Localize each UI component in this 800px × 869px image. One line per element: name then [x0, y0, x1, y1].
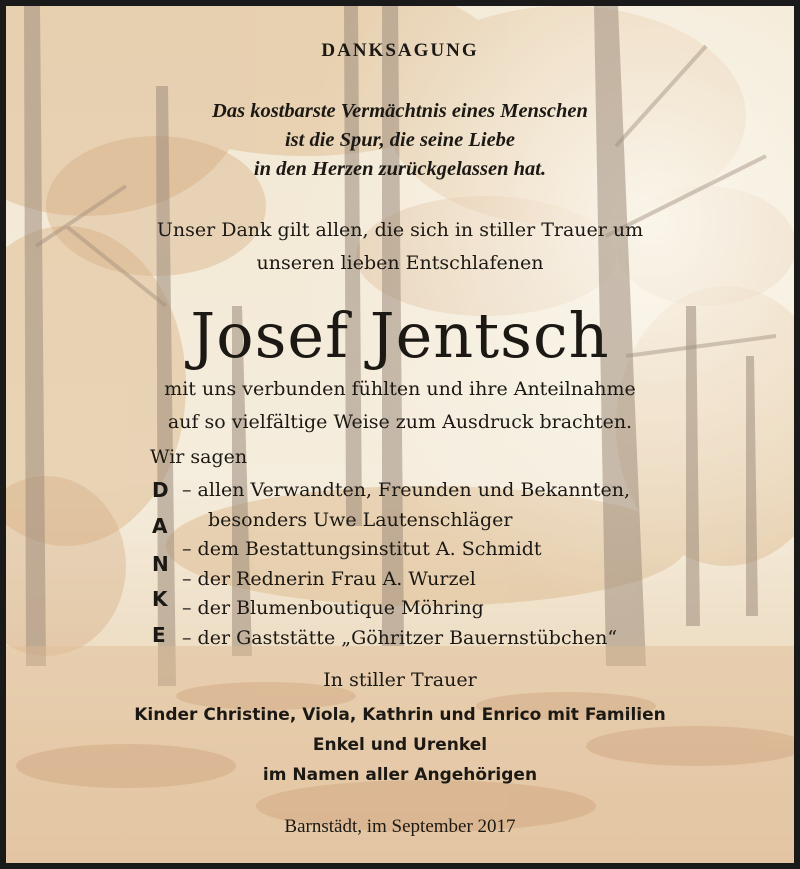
after-name-text: [6, 373, 794, 439]
thanks-item: – der Gaststätte „Göhritzer Bauernstübchen“: [182, 626, 618, 649]
motto-line: ist die Spur, die seine Liebe: [284, 129, 516, 151]
thanks-item: – der Blumenboutique Möhring: [182, 597, 484, 619]
thanks-item: – allen Verwandten, Freunden und Bekannten,: [182, 479, 631, 501]
notice-title: DANKSAGUNG: [321, 40, 479, 61]
family-line: im Namen aller Angehörigen: [262, 765, 538, 785]
thanks-list: [182, 476, 630, 653]
danke-letter: N: [152, 552, 169, 576]
motto-quote: [6, 97, 794, 184]
family-line: Enkel und Urenkel: [312, 735, 488, 755]
motto-line: in den Herzen zurückgelassen hat.: [253, 158, 547, 180]
in-stiller-trauer: In stiller Trauer: [323, 669, 477, 691]
intro-text: [6, 214, 794, 280]
after-name-line: auf so vielfältige Weise zum Ausdruck brachten.: [167, 411, 633, 433]
thanks-item: – der Rednerin Frau A. Wurzel: [182, 567, 476, 590]
family-line: Kinder Christine, Viola, Kathrin und Enrico mit Familien: [134, 705, 666, 725]
danke-letter: D: [152, 478, 169, 502]
after-name-line: mit uns verbunden fühlten und ihre Anteilnahme: [164, 378, 636, 400]
danke-letter: E: [152, 623, 166, 647]
danke-letter: K: [152, 587, 168, 611]
thanks-item: – dem Bestattungsinstitut A. Schmidt: [182, 538, 542, 560]
place-and-date: Barnstädt, im September 2017: [284, 816, 516, 837]
intro-line: Unser Dank gilt allen, die sich in stiller Trauer um: [156, 219, 644, 241]
intro-line: unseren lieben Entschlafenen: [256, 252, 544, 274]
family-signature: [6, 700, 794, 790]
notice-content: [6, 6, 794, 863]
wir-sagen-label: Wir sagen: [150, 446, 248, 468]
deceased-name: Josef Jentsch: [190, 299, 610, 372]
thanks-item-continuation: besonders Uwe Lautenschläger: [208, 508, 513, 531]
danke-letter: A: [152, 514, 168, 538]
motto-line: Das kostbarste Vermächtnis eines Menschen: [212, 100, 588, 122]
